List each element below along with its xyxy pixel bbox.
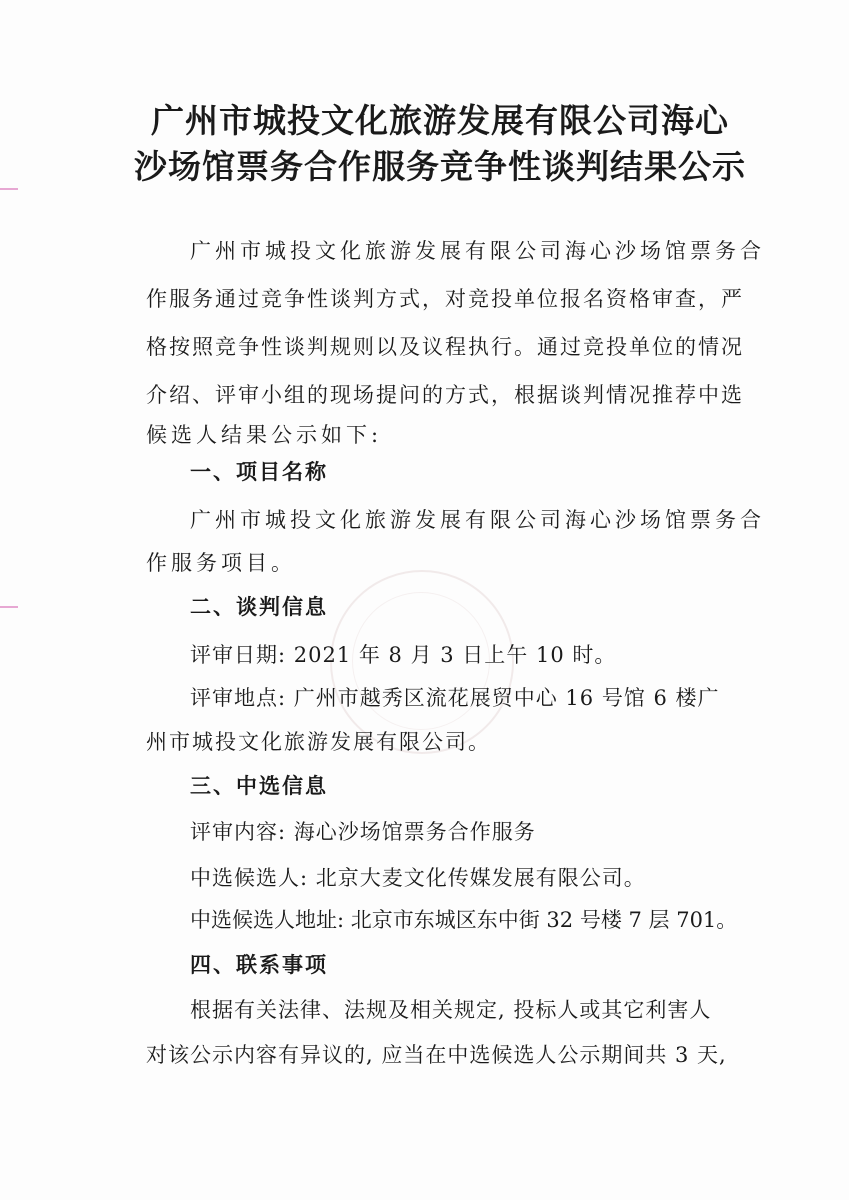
- project-name-line-2: 作服务项目。: [146, 551, 296, 575]
- review-date: 评审日期: 2021 年 8 月 3 日上午 10 时。: [190, 643, 617, 667]
- edge-mark-top: [0, 188, 18, 190]
- intro-line-1: 广州市城投文化旅游发展有限公司海心沙场馆票务合: [190, 239, 765, 263]
- selected-candidate: 中选候选人: 北京大麦文化传媒发展有限公司。: [190, 866, 646, 890]
- page-title-line-2: 沙场馆票务合作服务竞争性谈判结果公示: [134, 147, 746, 186]
- review-content: 评审内容: 海心沙场馆票务合作服务: [190, 820, 536, 844]
- review-location-line-2: 州市城投文化旅游发展有限公司。: [146, 730, 491, 754]
- project-name-line-1: 广州市城投文化旅游发展有限公司海心沙场馆票务合: [190, 508, 765, 532]
- intro-line-5: 候选人结果公示如下:: [146, 423, 383, 447]
- page-title-line-1: 广州市城投文化旅游发展有限公司海心: [151, 101, 729, 140]
- section-heading-project-name: 一、项目名称: [190, 460, 328, 484]
- section-heading-negotiation-info: 二、谈判信息: [190, 595, 328, 619]
- intro-line-3: 格按照竞争性谈判规则以及议程执行。通过竞投单位的情况: [146, 335, 744, 359]
- intro-line-4: 介绍、评审小组的现场提问的方式，根据谈判情况推荐中选: [146, 383, 744, 407]
- edge-mark-middle: [0, 606, 18, 608]
- selected-candidate-address: 中选候选人地址: 北京市东城区东中街 32 号楼 7 层 701。: [190, 908, 738, 932]
- section-heading-contact: 四、联系事项: [190, 953, 328, 977]
- section-heading-selection-info: 三、中选信息: [190, 774, 328, 798]
- contact-line-1: 根据有关法律、法规及相关规定, 投标人或其它利害人: [190, 998, 712, 1022]
- contact-line-2: 对该公示内容有异议的, 应当在中选候选人公示期间共 3 天,: [146, 1043, 727, 1067]
- review-location-line-1: 评审地点: 广州市越秀区流花展贸中心 16 号馆 6 楼广: [190, 686, 720, 710]
- intro-line-2: 作服务通过竞争性谈判方式，对竞投单位报名资格审查，严: [146, 287, 744, 311]
